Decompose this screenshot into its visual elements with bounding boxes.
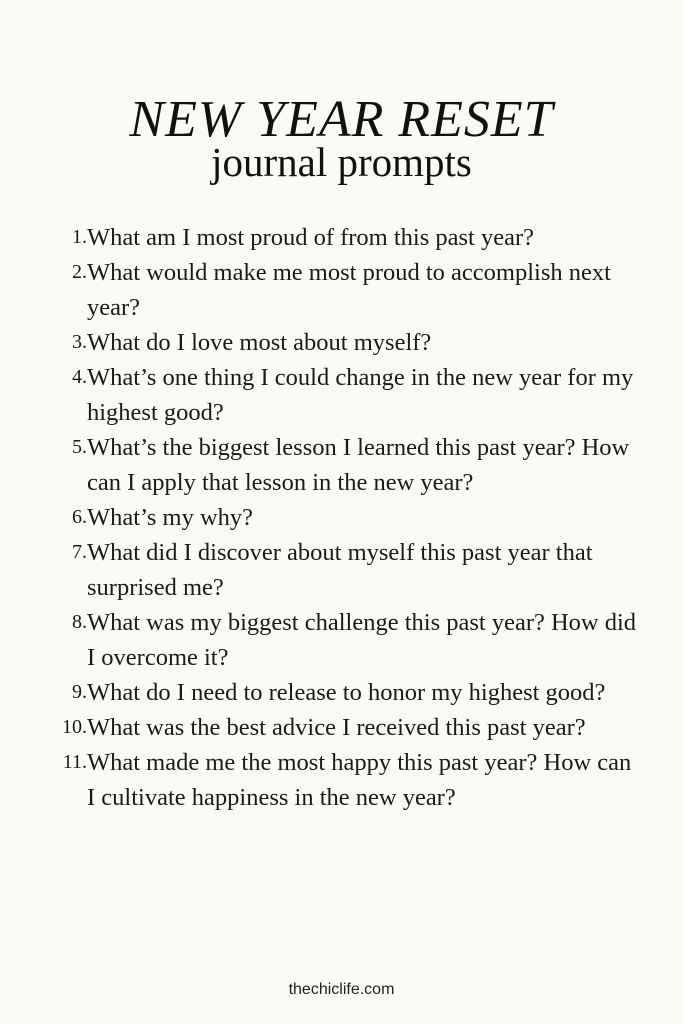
prompt-item-7: [40, 535, 640, 605]
footer-site: thechiclife.com: [288, 981, 395, 998]
prompt-item-10: [40, 710, 640, 745]
prompt-number: 3.: [72, 331, 87, 353]
prompt-item-8: [40, 605, 640, 675]
prompt-item-1: [40, 220, 640, 255]
prompt-number: 6.: [72, 506, 87, 528]
page-subtitle: journal prompts: [211, 139, 472, 185]
prompt-item-6: [40, 500, 640, 535]
prompt-item-5: [40, 430, 640, 500]
prompt-number: 7.: [72, 541, 87, 563]
prompt-text: What do I love most about myself?: [87, 329, 432, 356]
prompt-item-2: [40, 255, 640, 325]
prompt-text: What made me the most happy this past year? How can I cultivate happiness in the new year?: [87, 749, 632, 811]
prompt-item-3: [40, 325, 640, 360]
prompt-number: 4.: [72, 366, 87, 388]
prompt-text: What did I discover about myself this past year that surprised me?: [87, 539, 593, 601]
prompt-number: 5.: [72, 436, 87, 458]
prompt-item-11: [40, 745, 640, 815]
prompt-text: What am I most proud of from this past year?: [87, 224, 535, 251]
prompt-list: [40, 220, 640, 815]
prompt-text: What’s the biggest lesson I learned this past year? How can I apply that lesson in the new year?: [87, 434, 630, 496]
prompt-text: What do I need to release to honor my highest good?: [87, 679, 606, 706]
prompt-text: What’s one thing I could change in the new year for my highest good?: [87, 364, 634, 426]
prompt-number: 11.: [62, 751, 87, 773]
prompt-text: What’s my why?: [87, 504, 254, 531]
prompt-text: What was my biggest challenge this past year? How did I overcome it?: [87, 609, 637, 671]
prompt-number: 10.: [62, 716, 87, 738]
prompt-number: 1.: [72, 226, 87, 248]
page-title: NEW YEAR RESET: [129, 91, 554, 148]
prompt-number: 8.: [72, 611, 87, 633]
prompt-text: What would make me most proud to accomplish next year?: [87, 259, 611, 321]
prompt-number: 2.: [72, 261, 87, 283]
prompt-item-4: [40, 360, 640, 430]
prompt-number: 9.: [72, 681, 87, 703]
prompt-item-9: [40, 675, 640, 710]
prompt-text: What was the best advice I received this past year?: [87, 714, 586, 741]
